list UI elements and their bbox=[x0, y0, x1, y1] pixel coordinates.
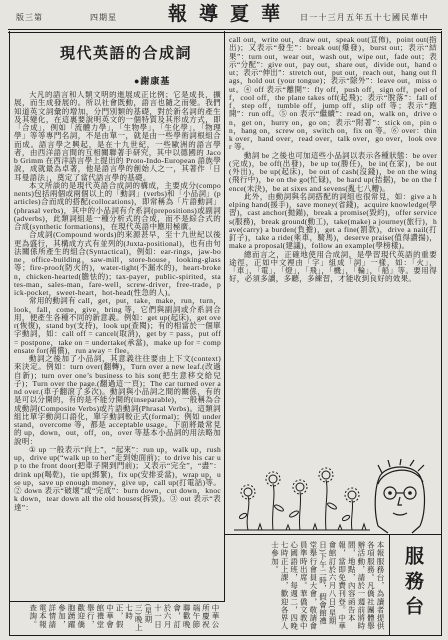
mouth bbox=[393, 513, 407, 515]
flower-stem bbox=[326, 480, 327, 530]
flower-leaf bbox=[274, 504, 285, 512]
issue-date: 日一十三月五年五十七國民華中 bbox=[300, 13, 429, 22]
flower-stem bbox=[247, 496, 249, 530]
flower-leaf bbox=[342, 514, 351, 521]
flower-head bbox=[348, 491, 356, 499]
article-title: 現代英語的合成詞 bbox=[60, 46, 193, 62]
paragraph: 本文所談的是現代英語合成詞的構成，主要成分(components)包括兩個或兩個以上的「動詞」(verbs)和「小品詞」(particles)合而成的搭配(collocations)，即常稱為「片語動詞」(phrasal verbs)，其中的小品詞有介系詞(prepositions)或副詞(adverbs)，此類詞組是一種分析式的合成，而不是綜合式的合成(synthetic formations)，在現代英語中應用極廣。 bbox=[14, 180, 221, 231]
weekday: 四期星 bbox=[90, 13, 117, 22]
flower-head bbox=[244, 488, 252, 496]
flower-head bbox=[322, 471, 330, 479]
grass-tufts bbox=[258, 524, 366, 530]
paragraph: 動詞之後加了小品詞，其意義往往要由上下文(context)來決定。例如：turn over(翻轉)，Turn over a new leaf.(改過自新)；turn over one’s business to his son(把生意移交給兒子)；Turn over the page.(翻過這一頁)；The car turned over and over.(車子翻滾了多次)。動詞與小品詞之間的關係，有的是可以分開的，有的是不能分開的(inseparable)，一般稱為合成動詞(Composite Verbs)或片語動詞(Phrasal Verbs)。這類詞組比單字動詞口語化，單字動詞較正式(formal)；例如 understand，overcome 等，都是 acceptable usage。下面將最常見的 up，down，out，off，on，over 等基本小品詞的用法略加說明： bbox=[14, 354, 221, 446]
header-rule bbox=[8, 29, 442, 33]
page-border-left bbox=[9, 31, 10, 635]
flower-petals bbox=[345, 488, 359, 502]
face-drawing bbox=[375, 459, 424, 533]
article-column-right bbox=[229, 36, 437, 456]
service-desk-notice-continued: 中華公所慶祝端午節聯歡晚會，訂於六月十一日(星期三)晚上七時正，假中華會館禮堂舉行，歡迎僑胞踴躍參加，詳情請電本報查詢。 bbox=[28, 604, 220, 632]
flower-petals bbox=[293, 480, 307, 494]
paragraph: 常用的動詞有 call，get，put，take，make，run，turn，look，fall，come，give，bring 等，它們與副詞或介系詞合用，便產生各種不同的新意義。例如：get up(起床)，get over(恢復)，stand by(支持)，look up(查閱)；有的相當於一個單字動詞，如：call off = cancel(取消)，get by = pass，put off = postpone，take on = undertake(承當)，make up for = compensate for(補償)，run away = flee。 bbox=[14, 296, 221, 355]
paragraph: 大凡的語言和人類文明的進展成正比例；它是成長，擴展，而生成發展的。所以社會既動，語言也隨之而變。我們知道英文詞彙的增加，分門別類的基礎，對於新名詞的產生及其變化，在這裏要說明英文的一個特質及其形成方式，即「合成」，例如「流體力學」，「生物學」，「生化學」，「物理學」等等專門名詞，不是由單一，就是由一些學術詞根組合而成。語言學之興起，是在十九世紀，一些歐洲的語言學者，由西洋語言間的互相關聯著手研究，其中以德國的 Jacob Grimm 在西洋語言學上提出的 Proto-Indo-European 語族學說，成就最為卓著，他是語言學的創始人之一，其著作「日耳曼語法」，奠定了當代語言學的基礎。 bbox=[14, 91, 221, 182]
service-desk-notice: 本報服務台，為讀者提供各項服務。凡僑社團體舉辦活動，請於一週前將時間，地點，內容函告本報，當即免費刊登。中華會館訂於六月八日(星期日)下午二時，假會館禮堂舉行會員大會，敬請會員準時出席。華僑文教中心國語班，每週二，四晚七時正上課，歡迎各界人士參加。 bbox=[270, 541, 385, 631]
masthead: 報導夏華 bbox=[168, 4, 293, 25]
flower-petals bbox=[319, 468, 333, 482]
service-title-divider bbox=[389, 534, 390, 635]
paragraph: call out，write out，draw out，speak out(宣佈)，point out(指出)；又表示“發生”：break out(爆發)，burst out；表示“結果”：turn out，wear out，wash out，wipe out，fade out；表示“分配”：give out，pay out，share out，divide out，hand out；表示“伸出”：stretch out，put out，reach out，hang out flags，hold out (your tongue)；表示“除外”：leave out，miss out。④ off 表示“離開”：fly off，push off，sign off，peel off，cool off，the plane takes off(起飛)；表示“脫落”：fall off，step off，tumble off，jump off，slip off 等；表示“跑開”：run off。⑤ on 表示“繼續”：read on，walk on，drive on，get on，hurry on，go on；表示“附著”：stick on，pin on，hang on，screw on，switch on，fix on 等。⑥ over：think over，hand over，read over，talk over，go over，look over 等。 bbox=[229, 36, 437, 152]
column-divider bbox=[224, 31, 225, 601]
article-column-left bbox=[14, 91, 221, 599]
flower-leaf bbox=[327, 502, 338, 510]
paragraph: ① up 一般表示“向上”，“起來”：run up，walk up，rush up，drive up(“walk up to her”走到她面前)；to drive his car up to the front door(把車子開到門前)；又表示“完全”，“盡”：drink up(喝乾)，tie up(綁緊)，fix up(安排妥當)，wrap up，use up，save up enough money，give up，call up(打電話)等。② down 表示“破壞”或“完成”：burn down，cut down，knock down，tear down all the old houses(拆毀)。③ out 表示“表達”： bbox=[14, 444, 221, 512]
eye bbox=[409, 492, 411, 494]
paragraph: 合成詞(Compound words)的來源甚早，至十九世紀以後更為盛行，其構成方式有並列的(Juxta-positional)，也有由句法關係所產生的組合(Syntactical)，例如：ear-rings，jaw-bone，office-building，saw-mill，store-house，looking-glass 等；fire-proof(防火的)，water-tight(不漏水的)，heart-broken，chicken-hearted(膽怯的)；tax-payer，public-spirited，states-man，sales-man，fare-well，screw-driver，free-trade，pick-pocket，sweet-heart，hot-head(性急的人)。 bbox=[14, 230, 221, 297]
page-number: 版三第 bbox=[16, 13, 43, 22]
eye bbox=[389, 492, 391, 494]
paragraph: 總而言之，正確地使用合成詞，是學習現代英語的重要途徑，正如中文裡由「字」組成「詞」一樣，如：「火」，「車」，「電」，「燈」，「飛」，「機」，「輪」，「船」等。要用得好，必須多讀，多聽，多練習，才能收到良好的效果。 bbox=[229, 249, 437, 284]
article-author: ●謝康基 bbox=[134, 76, 171, 86]
page-border-bottom bbox=[9, 635, 442, 636]
flower-stem bbox=[299, 492, 300, 530]
flower-leaf bbox=[289, 510, 300, 518]
page-border-right bbox=[441, 31, 442, 635]
service-rule-right bbox=[224, 534, 442, 535]
flower-head bbox=[296, 483, 304, 491]
service-desk-title: 服務台 bbox=[402, 546, 423, 621]
flower-stem bbox=[351, 500, 352, 530]
service-rule-left bbox=[9, 601, 225, 602]
flower-petals bbox=[266, 472, 280, 486]
flower-leaf bbox=[239, 512, 248, 519]
paragraph: 此外，由動詞與名詞搭配的詞組也很常見，如：give a helping hand(援手)，save money(省錢)，acquire knowledge(學習)，cast anchor(拋錨)，break a promise(毀約)，offer services(服務)，break ground(動工)，take(make) a journey(旅行)，have(carry) a burden(負擔)，get a fine(罰款)，drive a nail(打釘子)，take a ride(乘車，騎馬)，deserve praise(值得讚揚)，make a proposal(建議)，follow an example(學榜樣)。 bbox=[229, 191, 437, 251]
nose bbox=[398, 497, 402, 505]
flower-drawing bbox=[234, 468, 370, 530]
illustration bbox=[228, 456, 438, 534]
collar bbox=[378, 526, 420, 533]
head-outline bbox=[375, 467, 424, 526]
paragraph: 動詞 be 之後也可加這些小品詞以表示各種狀態：be over(完成)，be off(出發)，be up to(勝任)，be in(在家)，be out(外出)，be up(起床)，be out of cash(沒錢)，be on the wing(飛行中)，be on the go(忙碌)，be hard up(拮据)，be on the fence(未決)，be at sixes and sevens(亂七八糟)。 bbox=[229, 150, 437, 193]
flower-stem bbox=[273, 484, 274, 530]
flower-head bbox=[269, 475, 277, 483]
